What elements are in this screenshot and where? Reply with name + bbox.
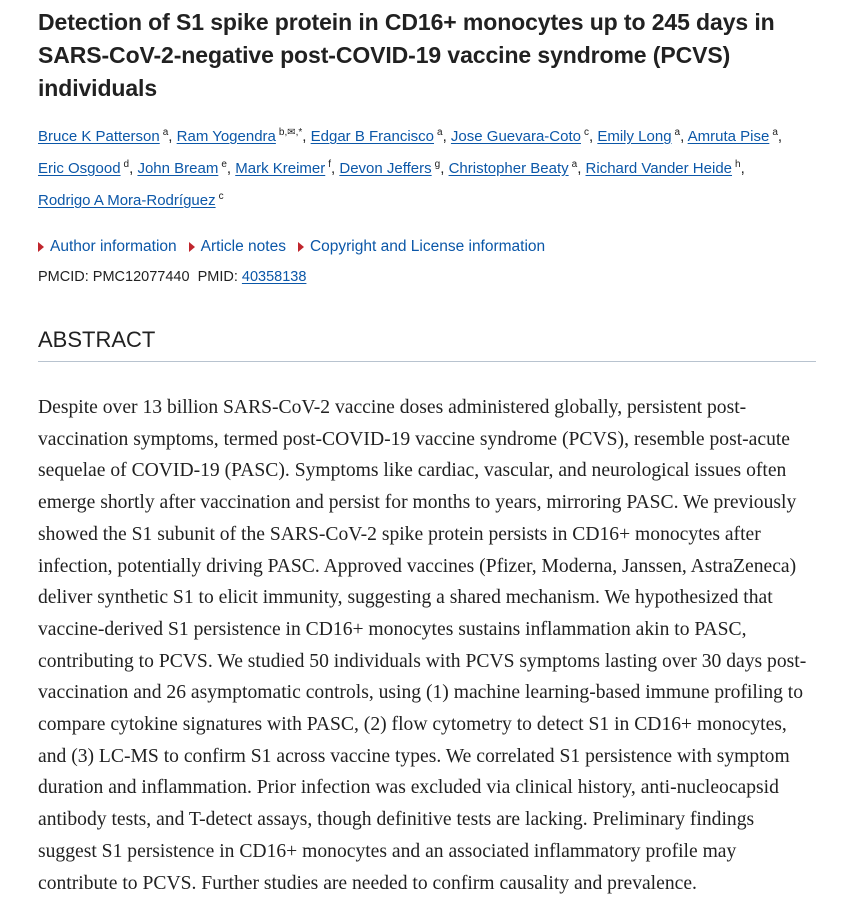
expand-arrow-icon xyxy=(38,242,44,252)
author-affiliation: a xyxy=(437,127,443,138)
author-affiliation: h xyxy=(735,159,741,170)
author-link[interactable]: Bruce K Patterson xyxy=(38,128,160,145)
pmid-link[interactable]: 40358138 xyxy=(241,269,307,285)
author-affiliation: d xyxy=(123,159,130,170)
author-affiliation: c xyxy=(218,191,224,202)
author-link[interactable]: Amruta Pise xyxy=(687,128,770,145)
author-entry xyxy=(597,128,680,145)
author-affiliation: g xyxy=(434,159,441,170)
article-ids xyxy=(38,265,816,289)
author-link[interactable]: Christopher Beaty xyxy=(448,160,569,177)
expand-arrow-icon xyxy=(189,242,195,252)
author-entry xyxy=(688,128,778,145)
author-entry xyxy=(339,160,440,177)
expand-arrow-icon xyxy=(298,242,304,252)
author-affiliation: a xyxy=(162,127,169,138)
author-entry xyxy=(311,128,443,145)
author-link[interactable]: Edgar B Francisco xyxy=(310,128,435,145)
author-entry xyxy=(38,128,168,145)
article-info-links xyxy=(38,235,816,259)
author-link[interactable]: Devon Jeffers xyxy=(339,160,432,177)
author-link[interactable]: Emily Long xyxy=(597,128,672,145)
author-link[interactable]: Mark Kreimer xyxy=(235,160,326,177)
copyright-toggle[interactable] xyxy=(298,235,545,259)
pmcid-value: PMC12077440 xyxy=(92,269,190,285)
author-link[interactable]: Jose Guevara-Coto xyxy=(450,128,581,145)
article-notes-toggle[interactable] xyxy=(189,235,286,259)
author-link[interactable]: Eric Osgood xyxy=(38,160,121,177)
abstract-text: Despite over 13 billion SARS-CoV-2 vaccine doses administered globally, persistent post-vaccination symptoms, termed post-COVID-19 vaccine syndrome (PCVS), resemble post-acute sequelae of COVID-19 (PASC). Symptoms like cardiac, vascular, and neurological issues often emerge shortly after vaccination and persist for months to years, mirroring PASC. We previously showed the S1 subunit of the SARS-CoV-2 spike protein persists in CD16+ monocytes after infection, potentially driving PASC. Approved vaccines (Pfizer, Moderna, Janssen, AstraZeneca) deliver synthetic S1 to elicit immunity, suggesting a shared mechanism. We hypothesized that vaccine-derived S1 persistence in CD16+ monocytes sustains inflammation akin to PASC, contributing to PCVS. We studied 50 individuals with PCVS symptoms lasting over 30 days post-vaccination and 26 asymptomatic controls, using (1) machine learning-based immune profiling to compare cytokine signatures with PASC, (2) flow cytometry to detect S1 in CD16+ monocytes, and (3) LC-MS to confirm S1 across vaccine types. We correlated S1 persistence with symptom duration and inflammation. Prior infection was excluded via clinical history, anti-nucleocapsid antibody tests, and T-detect assays, though definitive tests are lacking. Preliminary findings suggest S1 persistence in CD16+ monocytes and an associated inflammatory profile may contribute to PCVS. Further studies are needed to confirm causality and prevalence. xyxy=(38,397,807,894)
article-page xyxy=(38,6,816,919)
author-entry xyxy=(586,160,741,177)
author-affiliation: f xyxy=(328,159,332,170)
author-list: Bruce K Patterson $^a$, Ram Yogendra $^{b,✉,*}$, Edgar B Francisco $^a$, Jose Guevara-Coto $^c$, Emily Long $^a$, Amruta Pise $^a$, Eric Osgood $^d$, John Bream $^e$, Mark Kreimer $^f$, Devon Jeffers $^g$, Christopher Beaty $^a$, Richard Vander Heide $^h$, Rodrigo A Mora-Rodríguez $^c$ xyxy=(38,127,783,209)
author-link[interactable]: Richard Vander Heide xyxy=(585,160,733,177)
author-affiliation: a xyxy=(571,159,578,170)
abstract-heading: ABSTRACT xyxy=(38,325,816,362)
author-affiliation: a xyxy=(674,127,681,138)
author-entry xyxy=(235,160,331,177)
copyright-label: Copyright and License information xyxy=(309,238,546,255)
author-entry xyxy=(38,160,129,177)
pmcid-label: PMCID: xyxy=(38,269,89,285)
article-title: Detection of S1 spike protein in CD16+ monocytes up to 245 days in SARS-CoV-2-negative post-COVID-19 vaccine syndrome (PCVS) individuals xyxy=(38,9,775,101)
author-entry xyxy=(137,160,226,177)
author-entry xyxy=(177,128,303,145)
author-affiliation: b,✉,* xyxy=(278,127,303,138)
author-link[interactable]: John Bream xyxy=(137,160,219,177)
author-affiliation: e xyxy=(221,159,227,170)
author-affiliation: a xyxy=(772,127,778,138)
author-entry xyxy=(449,160,578,177)
author-link[interactable]: Rodrigo A Mora-Rodríguez xyxy=(38,192,216,209)
author-information-label: Author information xyxy=(50,238,177,255)
pmid-label: PMID: xyxy=(197,269,238,285)
author-entry xyxy=(451,128,589,145)
author-link[interactable]: Ram Yogendra xyxy=(176,128,276,145)
author-entry xyxy=(38,192,224,209)
article-notes-label: Article notes xyxy=(200,238,286,255)
author-affiliation: c xyxy=(584,127,589,138)
author-information-toggle[interactable] xyxy=(38,235,177,259)
